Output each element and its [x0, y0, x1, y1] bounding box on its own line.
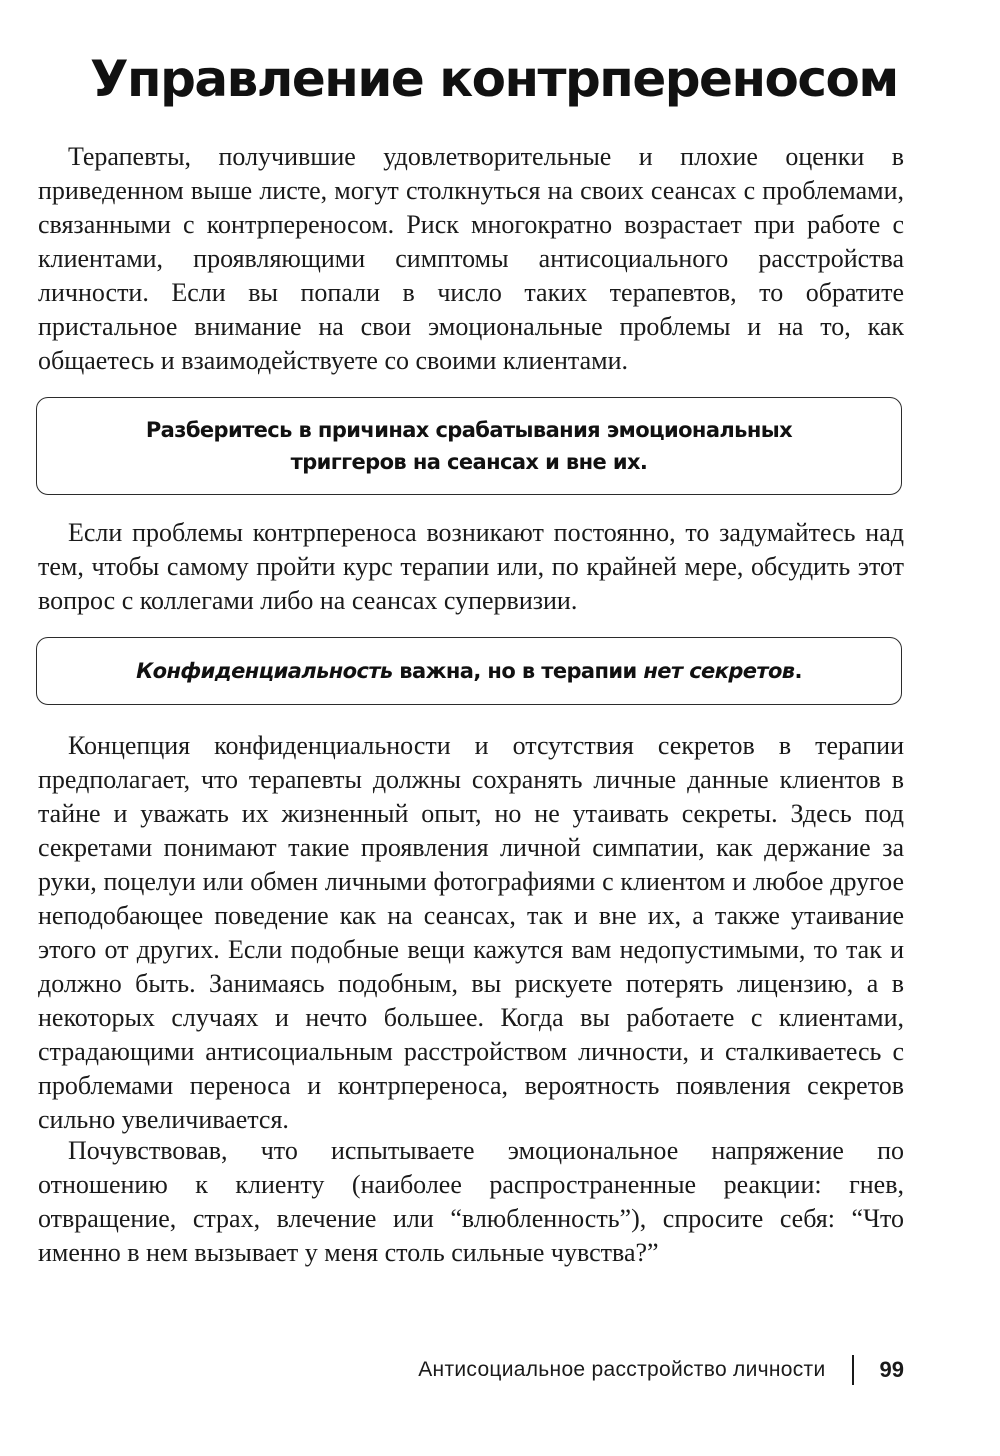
footer-divider [852, 1355, 854, 1385]
callout-line-1: Разберитесь в причинах срабатывания эмоциональных [145, 418, 793, 442]
callout-box-triggers [36, 397, 902, 495]
callout-line-2: триггеров на сеансах и вне их. [290, 450, 648, 474]
callout-box-confidentiality [36, 637, 902, 705]
running-chapter-title: Антисоциальное расстройство личности [418, 1358, 826, 1381]
callout-middle-text: важна, но в терапии [392, 659, 644, 683]
paragraph-1: Терапевты, получившие удовлетворительные и плохие оценки в приведенном выше листе, могут столкнуться на своих сеансах с проблемами, связанными с контрпереносом. Риск многократно возрастает при работе с клиентами, проявляющими симптомы антисоциального расстройства личности. Если вы попали в число таких терапевтов, то обратите пристальное внимание на свои эмоциональные проблемы и на то, как общаетесь и взаимодействуете со своими клиентами. [38, 142, 904, 375]
page-footer [418, 1355, 904, 1385]
paragraph-3: Концепция конфиденциальности и отсутствия секретов в терапии предполагает, что терапевты должны сохранять личные данные клиентов в тайне и уважать их жизненный опыт, но не утаивать секреты. Здесь под секретами понимают такие проявления личной симпатии, как держание за руки, поцелуи или обмен личными фотографиями с клиентом и любое другое неподобающее поведение как на сеансах, так и вне их, а также утаивание этого от других. Если подобные вещи кажутся вам недопустимыми, то так и должно быть. Занимаясь подобным, вы рискуете потерять лицензию, а в некоторых случаях и нечто большее. Когда вы работаете с клиентами, страдающими антисоциальным расстройством личности, и сталкиваетесь с проблемами переноса и контрпереноса, вероятность появления секретов сильно увеличивается. [38, 731, 904, 1134]
page-number: 99 [879, 1357, 904, 1382]
callout-text-confidentiality [136, 655, 802, 687]
callout-text-triggers [146, 414, 792, 478]
callout-period: . [794, 659, 802, 683]
callout-emphasis-confidentiality: Конфиденциальность [136, 659, 393, 683]
callout-emphasis-no-secrets: нет секретов [643, 659, 795, 683]
section-heading: Управление контрпереносом [90, 50, 898, 108]
paragraph-2: Если проблемы контрпереноса возникают постоянно, то задумайтесь над тем, чтобы самому пройти курс терапии или, по крайней мере, обсудить этот вопрос с коллегами либо на сеансах супервизии. [38, 518, 904, 615]
paragraph-4: Почувствовав, что испытываете эмоциональное напряжение по отношению к клиенту (наиболее распространенные реакции: гнев, отвращение, страх, влечение или “влюбленность”), спросите себя: “Что именно в нем вызывает у меня столь сильные чувства?” [38, 1136, 904, 1267]
